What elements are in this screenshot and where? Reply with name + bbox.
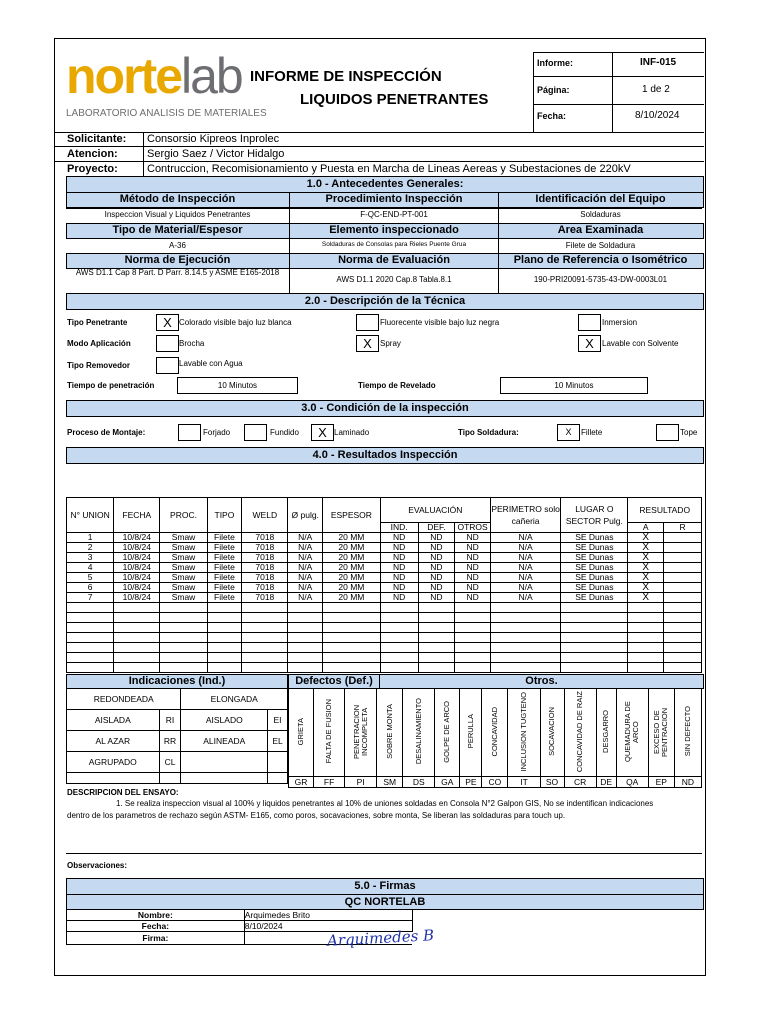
metodo-value: Inspeccion Visual y Liquidos Penetrantes: [104, 210, 251, 219]
spray-checkbox[interactable]: X: [356, 335, 379, 352]
section4-header: 4.0 - Resultados Inspección: [66, 447, 704, 464]
h-union: N° UNION: [67, 498, 114, 533]
cell-esp: 20 MM: [323, 583, 381, 593]
ind-alazar: AL AZAR: [67, 731, 160, 752]
cell-weld: 7018: [242, 593, 288, 603]
nombre-label: Nombre:: [67, 910, 245, 921]
area-value: Filete de Soldadura: [565, 241, 636, 250]
t-rev-label: Tiempo de Revelado: [358, 381, 436, 390]
agua-checkbox[interactable]: [156, 357, 179, 374]
cell-pulg: N/A: [288, 533, 323, 543]
cell-n: 1: [67, 533, 114, 543]
cell-otros: ND: [455, 543, 491, 553]
logo-wordmark: nortelab: [66, 48, 242, 104]
plano-value: 190-PRI20091-5735-43-DW-0003L01: [533, 275, 668, 284]
area-label: Area Examinada: [557, 224, 644, 236]
cell-n: 6: [67, 583, 114, 593]
defect-name: GOLPE DE ARCO: [442, 700, 452, 763]
cell-fecha: 10/8/24: [114, 583, 160, 593]
cell-per: N/A: [490, 593, 560, 603]
h-lugar: LUGAR O SECTOR Pulg.: [561, 498, 628, 533]
defect-name: SOCAVACION: [547, 707, 557, 756]
firma-fecha-label: Fecha:: [67, 921, 245, 932]
cell-esp: 20 MM: [323, 593, 381, 603]
fundido-checkbox[interactable]: [244, 424, 267, 441]
defect-name: EXCESO DE PENTRACION: [652, 706, 670, 757]
cell-otros: ND: [455, 573, 491, 583]
defect-code: SO: [540, 777, 564, 788]
table-row: [67, 593, 702, 603]
brocha-checkbox[interactable]: [156, 335, 179, 352]
forjado-checkbox[interactable]: [178, 424, 201, 441]
results-table: [66, 497, 702, 673]
modo-label: Modo Aplicación: [67, 339, 131, 348]
defectos-table: [288, 688, 702, 788]
cell-tipo: Filete: [207, 533, 242, 543]
atencion-value: Sergio Saez / Victor Hidalgo: [147, 148, 285, 160]
cell-pulg: N/A: [288, 553, 323, 563]
cell-fecha: 10/8/24: [114, 543, 160, 553]
tipo-pen-label: Tipo Penetrante: [67, 318, 128, 327]
defect-name: CONCAVIDAD DE RAIZ: [575, 690, 585, 773]
cell-r: [664, 583, 702, 593]
table-row: [67, 563, 702, 573]
ind-ei: EI: [268, 710, 288, 731]
h-espesor: ESPESOR: [323, 498, 381, 533]
cell-ind: ND: [380, 563, 418, 573]
defect-name: CONCAVIDAD: [489, 706, 499, 757]
h-perimetro: PERIMETRO solo cañeria: [490, 498, 560, 533]
solicitante-label: Solicitante:: [67, 133, 127, 145]
defect-code: SM: [377, 777, 403, 788]
cell-def: ND: [418, 563, 455, 573]
defect-name: QUEMADURA DE ARCO: [623, 701, 641, 762]
table-row: [67, 553, 702, 563]
forjado-option: Forjado: [203, 428, 231, 437]
cell-ind: ND: [380, 593, 418, 603]
defect-code: GA: [435, 777, 460, 788]
cell-proc: Smaw: [160, 573, 207, 583]
cell-def: ND: [418, 553, 455, 563]
cell-ind: ND: [380, 543, 418, 553]
cell-n: 2: [67, 543, 114, 553]
cell-weld: 7018: [242, 543, 288, 553]
cell-pulg: N/A: [288, 593, 323, 603]
pagina-label: Página:: [537, 85, 570, 95]
empty-row: [67, 633, 702, 643]
cell-tipo: Filete: [207, 553, 242, 563]
cell-r: [664, 563, 702, 573]
cell-weld: 7018: [242, 583, 288, 593]
cell-proc: Smaw: [160, 553, 207, 563]
laminado-checkbox[interactable]: X: [311, 424, 334, 441]
cell-lugar: SE Dunas: [561, 543, 628, 553]
defect-name: GRIETA: [296, 717, 306, 746]
empty-row: [67, 623, 702, 633]
defect-name: INCLUSION TUGTENO: [518, 691, 528, 772]
ind-alineada: ALINEADA: [181, 731, 268, 752]
cell-tipo: Filete: [207, 573, 242, 583]
cell-fecha: 10/8/24: [114, 573, 160, 583]
ind-redondeada: REDONDEADA: [67, 689, 181, 710]
fecha-label: Fecha:: [537, 111, 567, 121]
cell-fecha: 10/8/24: [114, 533, 160, 543]
defect-name: DESALINAMIENTO: [413, 698, 423, 765]
cell-pulg: N/A: [288, 583, 323, 593]
section5-header: 5.0 - Firmas: [66, 878, 704, 895]
empty-row: [67, 653, 702, 663]
cell-otros: ND: [455, 583, 491, 593]
section1-header: 1.0 - Antecedentes Generales:: [66, 176, 704, 193]
cell-lugar: SE Dunas: [561, 583, 628, 593]
cell-a: X: [628, 563, 664, 573]
indicaciones-table: [66, 688, 288, 784]
inmersion-checkbox[interactable]: [578, 314, 601, 331]
report-title-line2: LIQUIDOS PENETRANTES: [300, 91, 489, 108]
ind-legend-header: Indicaciones (Ind.): [66, 674, 288, 689]
fillete-checkbox[interactable]: X: [557, 424, 580, 441]
colorado-option: Colorado visible bajo luz blanca: [179, 318, 292, 327]
cell-a: X: [628, 583, 664, 593]
cell-esp: 20 MM: [323, 553, 381, 563]
inmersion-option: Inmersion: [602, 318, 638, 327]
fluor-option: Fluorecente visible bajo luz negra: [380, 318, 500, 327]
otros-legend-header: Otros.: [379, 674, 704, 689]
cell-a: X: [628, 543, 664, 553]
ind-aislado: AISLADO: [181, 710, 268, 731]
h-a: A: [628, 523, 664, 533]
empty-row: [67, 643, 702, 653]
atencion-label: Atencion:: [67, 148, 118, 160]
fillete-option: Fillete: [581, 428, 603, 437]
tope-option: Tope: [680, 428, 698, 437]
defect-code: GR: [289, 777, 314, 788]
proyecto-value: Contruccion, Recomisionamiento y Puesta en Marcha de Lineas Aereas y Subestaciones de 220kV: [147, 163, 631, 175]
ind-aislada: AISLADA: [67, 710, 160, 731]
h-def: DEF.: [418, 523, 455, 533]
cell-per: N/A: [490, 563, 560, 573]
cell-n: 7: [67, 593, 114, 603]
cell-esp: 20 MM: [323, 533, 381, 543]
cell-fecha: 10/8/24: [114, 553, 160, 563]
cell-fecha: 10/8/24: [114, 593, 160, 603]
empty-row: [67, 603, 702, 613]
cell-a: X: [628, 553, 664, 563]
defect-code: PI: [345, 777, 377, 788]
ind-elongada: ELONGADA: [181, 689, 288, 710]
laminado-option: Laminado: [334, 428, 370, 437]
norma-eval-value: AWS D1.1 2020 Cap.8 Tabla.8.1: [336, 275, 452, 284]
cell-esp: 20 MM: [323, 563, 381, 573]
cell-lugar: SE Dunas: [561, 593, 628, 603]
nombre-value: Arquimedes Brito: [244, 910, 412, 921]
soldadura-label: Tipo Soldadura:: [458, 428, 519, 437]
cell-proc: Smaw: [160, 593, 207, 603]
norma-ejec-value: AWS D1.1 Cap 8 Part. D Parr. 8.14.5 y ASME E165-2018: [75, 268, 280, 277]
cell-ind: ND: [380, 553, 418, 563]
firma-label: Firma:: [67, 932, 245, 945]
cell-pulg: N/A: [288, 573, 323, 583]
cell-proc: Smaw: [160, 543, 207, 553]
def-legend-header: Defectos (Def.): [288, 674, 380, 689]
logo: [66, 48, 267, 122]
cell-r: [664, 593, 702, 603]
h-r: R: [664, 523, 702, 533]
cell-lugar: SE Dunas: [561, 533, 628, 543]
cell-def: ND: [418, 593, 455, 603]
cell-def: ND: [418, 533, 455, 543]
defect-code: DE: [596, 777, 616, 788]
solicitante-value: Consorsio Kipreos Inprolec: [147, 133, 280, 145]
removedor-label: Tipo Removedor: [67, 361, 130, 370]
cell-a: X: [628, 593, 664, 603]
h-ind: IND.: [380, 523, 418, 533]
cell-tipo: Filete: [207, 563, 242, 573]
defect-code: CO: [482, 777, 508, 788]
norma-eval-label: Norma de Evaluación: [338, 254, 450, 266]
procedimiento-value: F-QC-END-PT-001: [360, 210, 428, 219]
defect-code: DS: [403, 777, 435, 788]
cell-a: X: [628, 573, 664, 583]
cell-def: ND: [418, 543, 455, 553]
h-resultado: RESULTADO: [628, 498, 702, 523]
ind-el: EL: [268, 731, 288, 752]
cell-per: N/A: [490, 543, 560, 553]
defect-code: FF: [314, 777, 345, 788]
cell-otros: ND: [455, 533, 491, 543]
cell-tipo: Filete: [207, 583, 242, 593]
cell-proc: Smaw: [160, 563, 207, 573]
table-row: [67, 573, 702, 583]
informe-label: Informe:: [537, 58, 573, 68]
empty-row: [67, 663, 702, 673]
ident-label: Identificación del Equipo: [535, 193, 666, 205]
cell-esp: 20 MM: [323, 543, 381, 553]
cell-otros: ND: [455, 563, 491, 573]
colorado-checkbox[interactable]: X: [156, 314, 179, 331]
t-pen-value: 10 Minutos: [177, 377, 298, 394]
cell-ind: ND: [380, 573, 418, 583]
cell-proc: Smaw: [160, 583, 207, 593]
t-rev-value: 10 Minutos: [500, 377, 648, 394]
ind-cl: CL: [159, 752, 181, 773]
fluor-checkbox[interactable]: [356, 314, 379, 331]
solvente-checkbox[interactable]: X: [578, 335, 601, 352]
cell-r: [664, 573, 702, 583]
cell-weld: 7018: [242, 563, 288, 573]
cell-ind: ND: [380, 533, 418, 543]
h-fecha: FECHA: [114, 498, 160, 533]
defect-name: FALTA DE FUSION: [324, 699, 334, 764]
cell-esp: 20 MM: [323, 573, 381, 583]
report-title-line1: INFORME DE INSPECCIÓN: [250, 68, 442, 85]
material-label: Tipo de Material/Espesor: [112, 224, 243, 236]
defect-code: EP: [648, 777, 674, 788]
cell-weld: 7018: [242, 533, 288, 543]
descripcion-line2: dentro de los parametros de rechazo según ASTM- E165, como poros, socavaciones, sobre monta, Se liberan las soldaduras para touch up.: [67, 811, 566, 820]
h-weld: WELD: [242, 498, 288, 533]
norma-ejec-label: Norma de Ejecución: [124, 254, 231, 266]
cell-pulg: N/A: [288, 563, 323, 573]
cell-weld: 7018: [242, 553, 288, 563]
cell-r: [664, 533, 702, 543]
defect-name: DESGARRO: [601, 710, 611, 753]
cell-tipo: Filete: [207, 543, 242, 553]
defect-code: PE: [460, 777, 482, 788]
cell-r: [664, 543, 702, 553]
ind-rr: RR: [159, 731, 181, 752]
firma-fecha-value: 8/10/2024: [244, 921, 412, 932]
elemento-label: Elemento inspeccionado: [329, 224, 459, 236]
t-pen-label: Tiempo de penetración: [67, 381, 155, 390]
ident-value: Soldaduras: [580, 210, 621, 219]
cell-lugar: SE Dunas: [561, 553, 628, 563]
plano-label: Plano de Referencia o Isométrico: [513, 254, 688, 266]
defect-code: IT: [508, 777, 540, 788]
spray-option: Spray: [380, 339, 401, 348]
observaciones-label: Observaciones:: [67, 861, 128, 870]
defect-code: ND: [674, 777, 701, 788]
pagina-value: 1 de 2: [642, 84, 670, 95]
solvente-option: Lavable con Solvente: [602, 339, 679, 348]
defect-name: PERULLA: [465, 714, 475, 749]
h-eval: EVALUACIÓN: [380, 498, 490, 523]
cell-n: 5: [67, 573, 114, 583]
cell-lugar: SE Dunas: [561, 573, 628, 583]
signature: Arquimedes B: [326, 926, 435, 950]
cell-a: X: [628, 533, 664, 543]
cell-lugar: SE Dunas: [561, 563, 628, 573]
cell-n: 3: [67, 553, 114, 563]
cell-pulg: N/A: [288, 543, 323, 553]
cell-def: ND: [418, 583, 455, 593]
metodo-label: Método de Inspección: [119, 193, 236, 205]
ind-agrupado: AGRUPADO: [67, 752, 160, 773]
cell-weld: 7018: [242, 573, 288, 583]
h-otros: OTROS: [455, 523, 491, 533]
section3-header: 3.0 - Condición de la inspección: [66, 400, 704, 417]
informe-value: INF-015: [640, 57, 677, 68]
cell-per: N/A: [490, 573, 560, 583]
cell-tipo: Filete: [207, 593, 242, 603]
h-pulg: Ø pulg.: [288, 498, 323, 533]
agua-option: Lavable con Agua: [179, 359, 243, 368]
cell-proc: Smaw: [160, 533, 207, 543]
table-row: [67, 543, 702, 553]
cell-per: N/A: [490, 553, 560, 563]
proyecto-label: Proyecto:: [67, 163, 118, 175]
procedimiento-label: Procedimiento Inspección: [325, 193, 463, 205]
fecha-value: 8/10/2024: [635, 110, 680, 121]
cell-fecha: 10/8/24: [114, 563, 160, 573]
h-tipo: TIPO: [207, 498, 242, 533]
defect-name: PENETRACION INCOMPLETA: [351, 704, 369, 759]
table-row: [67, 583, 702, 593]
montaje-label: Proceso de Montaje:: [67, 428, 146, 437]
fundido-option: Fundido: [270, 428, 299, 437]
cell-def: ND: [418, 573, 455, 583]
cell-ind: ND: [380, 583, 418, 593]
cell-otros: ND: [455, 553, 491, 563]
empty-row: [67, 613, 702, 623]
brocha-option: Brocha: [179, 339, 205, 348]
cell-otros: ND: [455, 593, 491, 603]
elemento-value: Soldaduras de Consolas para Rieles Puente Grua: [321, 241, 467, 248]
table-row: [67, 533, 702, 543]
ind-ri: RI: [159, 710, 181, 731]
tope-checkbox[interactable]: [656, 424, 679, 441]
section2-header: 2.0 - Descripción de la Técnica: [66, 293, 704, 310]
defect-name: SIN DEFECTO: [682, 706, 692, 757]
logo-subtitle: LABORATORIO ANALISIS DE MATERIALES: [66, 108, 267, 119]
defect-name: SOBRE MONTA: [384, 704, 394, 759]
cell-n: 4: [67, 563, 114, 573]
defect-code: QA: [616, 777, 648, 788]
cell-r: [664, 553, 702, 563]
descripcion-line1: 1. Se realiza inspeccion visual al 100% y liquidos penetrantes al 10% de uniones soldadas en Consola N°2 Galpon GIS, No se indentifican indicaciones: [116, 799, 654, 808]
defect-code: CR: [564, 777, 596, 788]
h-proc: PROC.: [160, 498, 207, 533]
descripcion-label: DESCRIPCION DEL ENSAYO:: [67, 788, 179, 797]
section5-subtitle: QC NORTELAB: [66, 894, 704, 910]
cell-per: N/A: [490, 583, 560, 593]
material-value: A-36: [169, 241, 186, 250]
cell-per: N/A: [490, 533, 560, 543]
